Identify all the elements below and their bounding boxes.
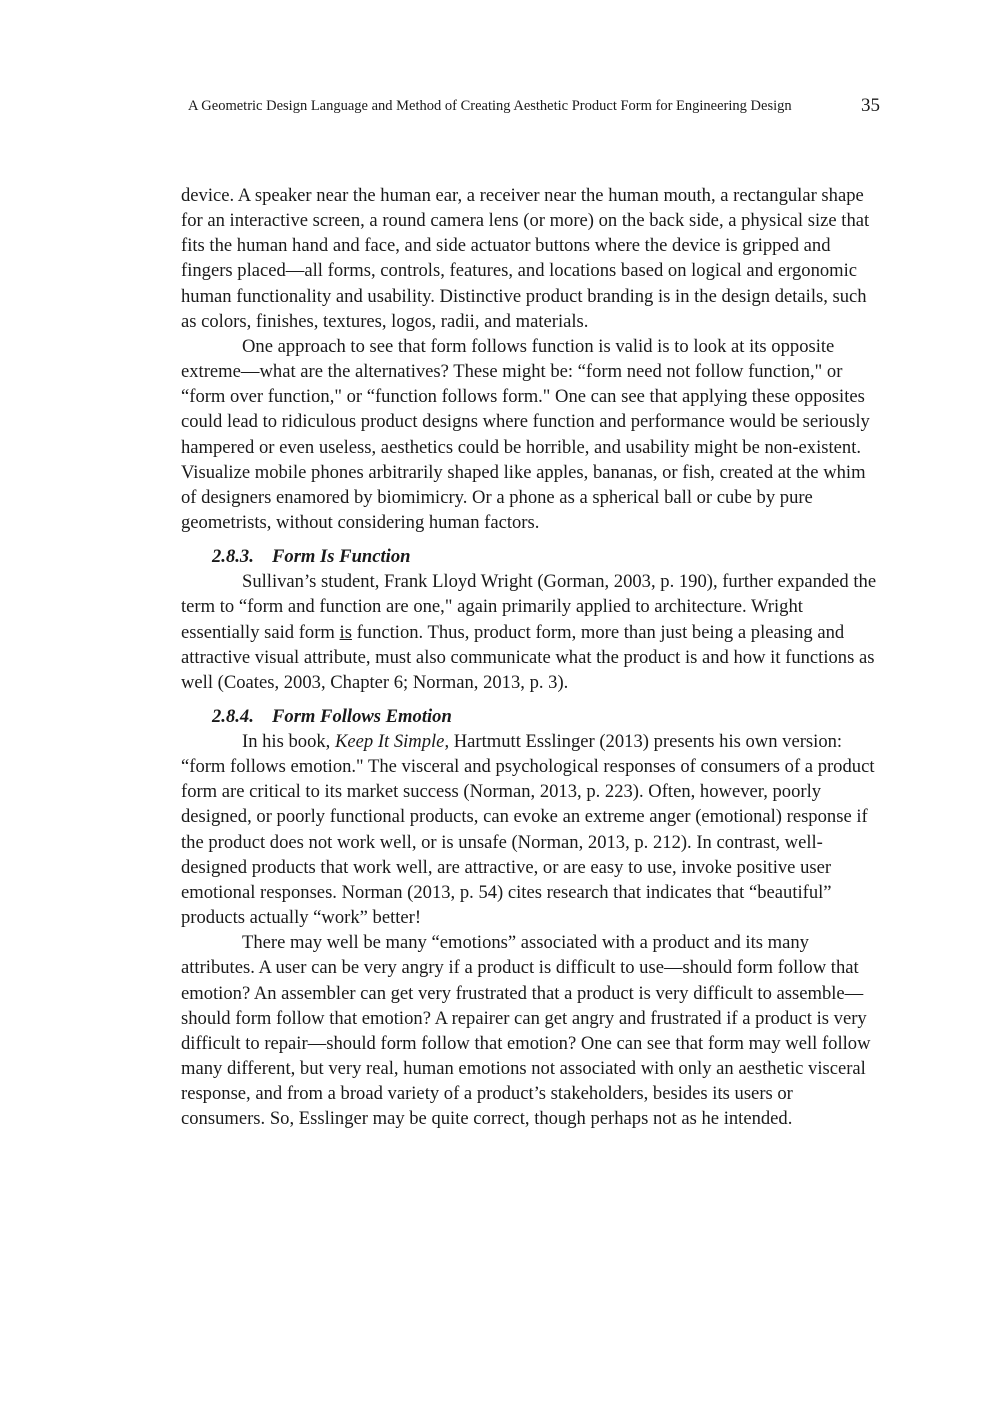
section-title: Form Is Function bbox=[272, 546, 411, 568]
page-number: 35 bbox=[861, 95, 880, 116]
text-run: function. Thus, product form, more than just being a pleasing and attractive visual attribute, must also communicate what the product is and how it functions as well (Coates, 2003, Chapter 6; Norman, 2013, p. 3). bbox=[181, 621, 875, 693]
body-text bbox=[181, 183, 881, 1131]
text-run: , Hartmutt Esslinger (2013) presents his own version: “form follows emotion." The visceral and psychological responses of consumers of a product form are critical to its market success (Norman, 2013, p. 223). Often, however, poorly designed, or poorly functional products, can evoke an extreme anger (emotional) response if the product does not work well, or is unsafe (Norman, 2013, p. 212). In contrast, well-designed products that work well, are attractive, or are easy to use, invoke positive user emotional responses. Norman (2013, p. 54) cites research that indicates that “beautiful” products actually “work” better! bbox=[181, 730, 875, 929]
section-title: Form Follows Emotion bbox=[272, 705, 452, 727]
book-title: Keep It Simple bbox=[334, 730, 445, 752]
emphasis-is: is bbox=[339, 621, 352, 643]
text-run: In his book, bbox=[242, 730, 335, 752]
section-heading-2-8-4 bbox=[212, 705, 881, 729]
paragraph-many-emotions: There may well be many “emotions” associated with a product and its many attributes. A user can be very angry if a product is difficult to use—should form follow that emotion? An assembler can get very frustrated that a product is very difficult to assemble—should form follow that emotion? A repairer can get angry and frustrated if a product is very difficult to repair—should form follow that emotion? One can see that form may well follow many different, but very real, human emotions not associated with only an aesthetic visceral response, and from a broad variety of a product’s stakeholders, besides its users or consumers. So, Esslinger may be quite correct, though perhaps not as he intended. bbox=[181, 932, 871, 1130]
paragraph-opposite-extreme: One approach to see that form follows function is valid is to look at its opposite extreme—what are the alternatives? These might be: “form need not follow function," or “form over function," or “function follows form." One can see that applying these opposites could lead to ridiculous product designs where function and performance would be seriously hampered or even useless, aesthetics could be horrible, and usability might be non-existent. Visualize mobile phones arbitrarily shaped like apples, bananas, or fish, created at the whim of designers enamored by biomimicry. Or a phone as a spherical ball or cube by pure geometrists, without considering human factors. bbox=[181, 335, 870, 534]
text-run: Sullivan’s student, Frank Lloyd Wright (Gorman, 2003, p. 190), further expanded the term to “form and function are one," again primarily applied to architecture. Wright essentially said form bbox=[181, 571, 877, 643]
paragraph-form-is-function bbox=[181, 569, 881, 695]
running-title: A Geometric Design Language and Method of Creating Aesthetic Product Form for Engineering Design bbox=[188, 98, 792, 114]
section-number: 2.8.3. bbox=[212, 546, 254, 568]
paragraph-continued: device. A speaker near the human ear, a receiver near the human mouth, a rectangular shape for an interactive screen, a round camera lens (or more) on the back side, a physical size that fits the human hand and face, and side actuator buttons where the device is gripped and fingers placed—all forms, controls, features, and locations based on logical and ergonomic human functionality and usability. Distinctive product branding is in the design details, such as colors, finishes, textures, logos, radii, and materials. bbox=[181, 185, 870, 332]
section-heading-2-8-3 bbox=[212, 545, 881, 569]
running-header bbox=[188, 96, 880, 118]
section-number: 2.8.4. bbox=[212, 705, 254, 727]
paragraph-form-follows-emotion bbox=[181, 729, 881, 930]
